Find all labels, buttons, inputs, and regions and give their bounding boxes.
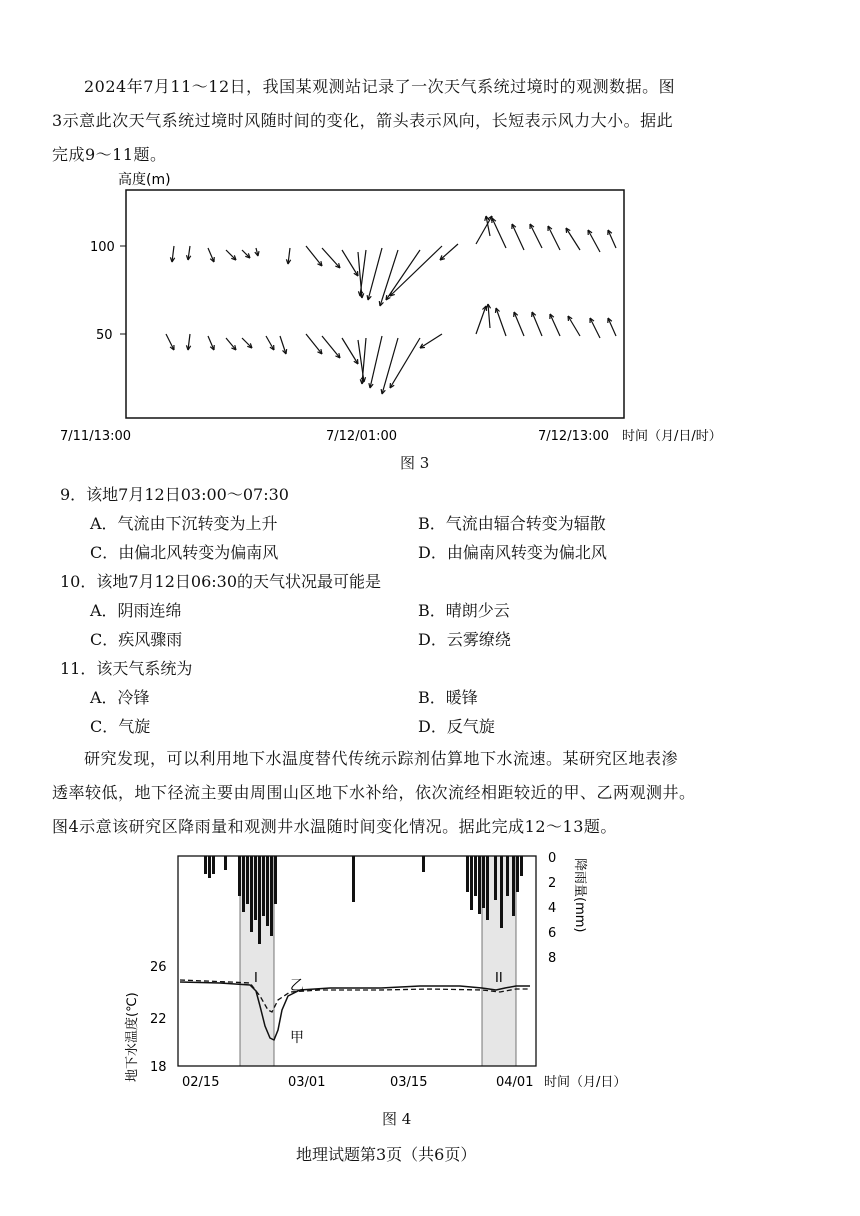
wind-arrow-29 xyxy=(226,338,236,350)
fig4-right-label: 降雨量(mm) xyxy=(572,858,587,933)
rain-bar-4 xyxy=(238,856,241,896)
question-10: 10．该地7月12日06:30的天气状况最可能是 xyxy=(60,572,382,591)
fig4-right-tick-6: 6 xyxy=(548,926,557,941)
wind-arrow-38 xyxy=(370,336,382,388)
wind-arrow-10 xyxy=(358,252,362,298)
wind-arrow-24 xyxy=(588,230,600,252)
rain-bar-3 xyxy=(224,856,227,870)
fig4-curve-jia-label: 甲 xyxy=(290,1030,304,1046)
figure-4 xyxy=(120,846,680,1096)
q10-option-b: B．晴朗少云 xyxy=(418,601,510,620)
rain-bar-20 xyxy=(482,856,485,908)
fig4-left-tick-26: 26 xyxy=(150,960,167,975)
wind-arrow-23 xyxy=(566,228,580,250)
rain-bar-23 xyxy=(500,856,503,928)
rain-bar-6 xyxy=(246,856,249,904)
wind-arrow-22 xyxy=(548,226,560,250)
wind-arrow-30 xyxy=(242,338,252,348)
rain-bar-2 xyxy=(212,856,215,874)
rain-bar-0 xyxy=(204,856,207,874)
fig4-xtick-0401: 04/01 xyxy=(496,1075,534,1090)
q11-option-b: B．暖锋 xyxy=(418,688,478,707)
fig4-zone1-label: I xyxy=(254,971,258,986)
rain-bar-16 xyxy=(466,856,469,892)
rain-bar-1 xyxy=(208,856,211,878)
rain-bar-15 xyxy=(422,856,425,872)
rain-bar-17 xyxy=(470,856,473,910)
fig4-zone2-label: II xyxy=(495,971,503,986)
rain-bar-10 xyxy=(262,856,265,916)
fig4-xtick-0301: 03/01 xyxy=(288,1075,326,1090)
wind-arrow-9 xyxy=(342,250,358,276)
rain-bar-18 xyxy=(474,856,477,896)
q10-option-c: C．疾风骤雨 xyxy=(90,630,183,649)
fig4-curve-jia xyxy=(180,982,530,1040)
fig4-curve-yi-label: 乙 xyxy=(290,978,304,994)
fig3-wind-arrows xyxy=(166,216,616,394)
rain-bar-26 xyxy=(516,856,519,892)
rain-bar-9 xyxy=(258,856,261,944)
q11-option-a: A．冷锋 xyxy=(90,688,150,707)
fig4-rain-bars xyxy=(204,856,523,944)
fig3-ytick-label-100: 100 xyxy=(90,240,115,255)
intro1-line1: 2024年7月11～12日，我国某观测站记录了一次天气系统过境时的观测数据。图 xyxy=(84,77,676,96)
fig3-xtick-label-0: 7/11/13:00 xyxy=(60,429,132,444)
wind-arrow-21 xyxy=(530,224,542,248)
figure-3-svg xyxy=(60,168,780,478)
q9-option-c: C．由偏北风转变为偏南风 xyxy=(90,543,279,562)
wind-arrow-7 xyxy=(306,246,322,266)
fig4-left-label: 地下水温度(℃) xyxy=(125,992,140,1082)
wind-arrow-45 xyxy=(514,312,524,336)
q11-option-c: C．气旋 xyxy=(90,717,151,736)
rain-bar-25 xyxy=(512,856,515,916)
intro-paragraph-1 xyxy=(52,70,812,172)
rain-bar-12 xyxy=(270,856,273,936)
fig4-xlabel: 时间（月/日） xyxy=(544,1075,627,1090)
q11-option-d: D．反气旋 xyxy=(418,717,495,736)
rain-bar-7 xyxy=(250,856,253,932)
wind-arrow-12 xyxy=(368,248,382,300)
rain-bar-19 xyxy=(478,856,481,914)
rain-bar-27 xyxy=(520,856,523,876)
wind-arrow-34 xyxy=(322,336,340,358)
fig4-xtick-0315: 03/15 xyxy=(390,1075,428,1090)
rain-bar-24 xyxy=(506,856,509,896)
fig4-left-tick-22: 22 xyxy=(150,1012,167,1027)
fig4-right-tick-4: 4 xyxy=(548,901,557,916)
wind-arrow-48 xyxy=(568,316,580,336)
fig3-frame xyxy=(126,190,624,418)
wind-arrow-37 xyxy=(362,338,366,384)
fig3-caption: 图 3 xyxy=(400,454,430,472)
fig4-xtick-0215: 02/15 xyxy=(182,1075,220,1090)
fig3-xtick-label-2: 7/12/13:00 xyxy=(538,429,610,444)
wind-arrow-46 xyxy=(532,312,542,336)
question-11: 11．该天气系统为 xyxy=(60,659,193,678)
fig4-caption: 图 4 xyxy=(382,1110,412,1128)
wind-arrow-11 xyxy=(360,250,366,296)
rain-bar-11 xyxy=(266,856,269,926)
question-9: 9．该地7月12日03:00～07:30 xyxy=(60,485,289,504)
fig4-right-tick-0: 0 xyxy=(548,851,557,866)
intro-paragraph-2 xyxy=(52,742,812,844)
intro1-line2: 3示意此次天气系统过境时风随时间的变化，箭头表示风向，长短表示风力大小。据此 xyxy=(52,111,674,130)
page-footer: 地理试题第3页（共6页） xyxy=(296,1145,477,1164)
fig3-xlabel: 时间（月/日/时） xyxy=(622,429,722,444)
intro2-line1: 研究发现，可以利用地下水温度替代传统示踪剂估算地下水流速。某研究区地表渗 xyxy=(84,749,679,768)
fig4-right-tick-8: 8 xyxy=(548,951,557,966)
q10-option-d: D．云雾缭绕 xyxy=(418,630,511,649)
wind-arrow-49 xyxy=(590,318,600,338)
wind-arrow-42 xyxy=(476,306,486,334)
q10-option-a: A．阴雨连绵 xyxy=(90,601,182,620)
q9-option-a: A．气流由下沉转变为上升 xyxy=(90,514,278,533)
wind-arrow-35 xyxy=(342,338,358,364)
figure-4-svg xyxy=(120,846,680,1096)
rain-bar-13 xyxy=(274,856,277,904)
rain-bar-22 xyxy=(494,856,497,900)
wind-arrow-44 xyxy=(496,308,506,336)
fig4-right-tick-2: 2 xyxy=(548,876,557,891)
rain-bar-8 xyxy=(254,856,257,920)
rain-bar-21 xyxy=(486,856,489,920)
figure-3 xyxy=(60,168,780,478)
wind-arrow-47 xyxy=(550,314,560,336)
intro2-line2: 透率较低，地下径流主要由周围山区地下水补给，依次流经相距较近的甲、乙两观测井。 xyxy=(52,783,696,802)
rain-bar-5 xyxy=(242,856,245,912)
wind-arrow-16 xyxy=(440,244,458,260)
wind-arrow-8 xyxy=(322,248,340,268)
wind-arrow-15 xyxy=(390,246,442,296)
rain-bar-14 xyxy=(352,856,355,902)
wind-arrow-3 xyxy=(226,250,236,260)
fig4-curve-yi xyxy=(180,980,530,1012)
q9-option-b: B．气流由辐合转变为辐散 xyxy=(418,514,606,533)
wind-arrow-40 xyxy=(390,338,420,388)
fig4-left-tick-18: 18 xyxy=(150,1060,167,1075)
intro2-line3: 图4示意该研究区降雨量和观测井水温随时间变化情况。据此完成12～13题。 xyxy=(52,817,617,836)
wind-arrow-20 xyxy=(512,224,524,250)
q9-option-d: D．由偏南风转变为偏北风 xyxy=(418,543,607,562)
wind-arrow-17 xyxy=(476,216,492,244)
intro1-line3: 完成9～11题。 xyxy=(52,145,167,164)
wind-arrow-33 xyxy=(306,334,322,354)
fig3-xtick-label-1: 7/12/01:00 xyxy=(326,429,398,444)
wind-arrow-41 xyxy=(420,334,442,348)
fig3-ytick-label-50: 50 xyxy=(96,328,113,343)
fig3-ylabel: 高度(m) xyxy=(118,172,171,188)
wind-arrow-19 xyxy=(492,218,506,248)
